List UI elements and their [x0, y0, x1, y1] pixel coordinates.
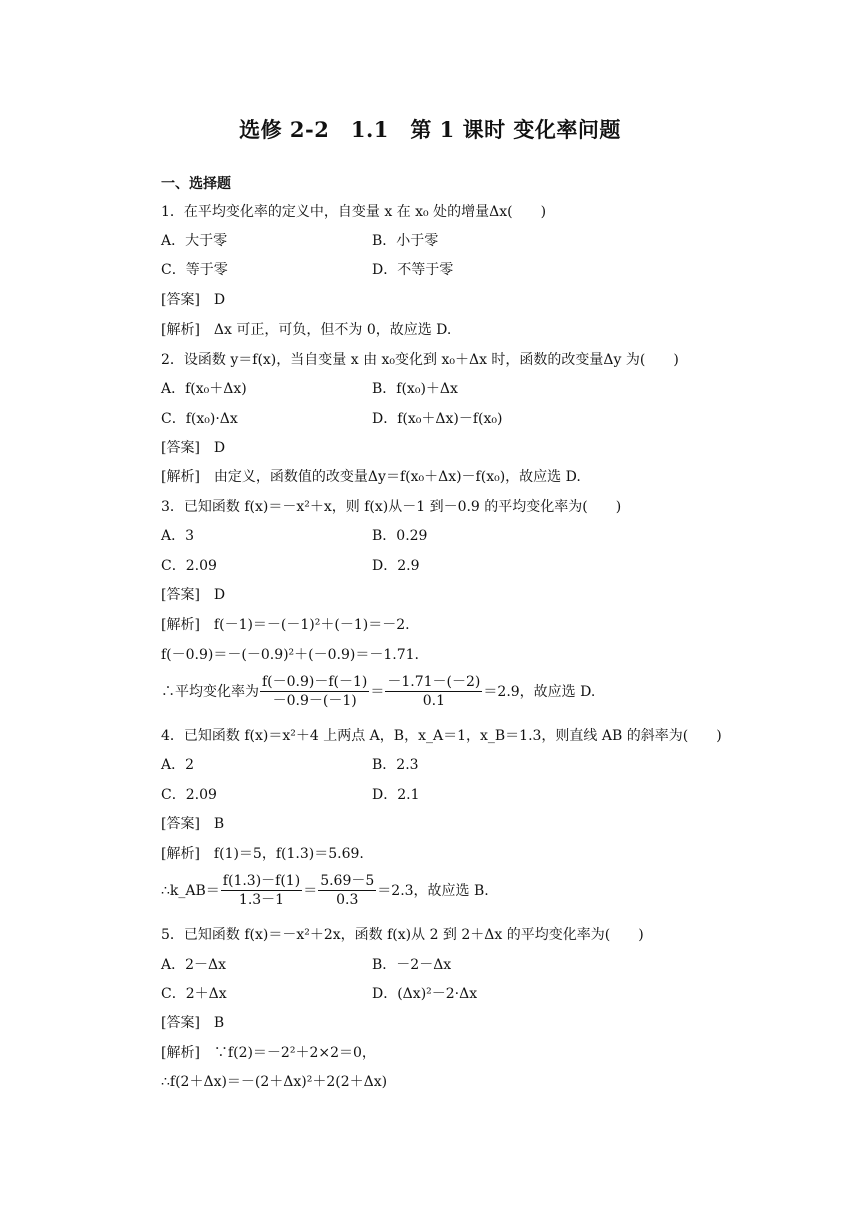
- q3-calc-prefix: ∴平均变化率为: [161, 683, 259, 700]
- q2-option-d: D．f(x₀＋Δx)－f(x₀): [372, 411, 503, 427]
- q3-calc-suffix: ＝2.9，故应选 D.: [483, 683, 596, 700]
- q4-analysis-1: [解析] f(1)＝5，f(1.3)＝5.69.: [161, 846, 364, 862]
- q5-option-d: D．(Δx)²－2·Δx: [372, 986, 478, 1002]
- q3-fraction-2: [385, 673, 482, 710]
- q2-option-a: A．f(x₀＋Δx): [161, 381, 247, 397]
- q3-frac2-num: －1.71－(－2): [387, 674, 481, 690]
- q4-calc-prefix: ∴k_AB＝: [161, 882, 220, 899]
- q3-answer: [答案] D: [161, 587, 226, 603]
- q3-option-a: A．3: [161, 528, 195, 544]
- q5-analysis-2: ∴f(2＋Δx)＝－(2＋Δx)²＋2(2＋Δx): [161, 1074, 388, 1090]
- q3-fraction-1: [260, 673, 369, 710]
- q1-option-a: A．大于零: [161, 233, 228, 249]
- q3-calculation: [161, 673, 595, 710]
- section-heading: 一、选择题: [161, 176, 231, 192]
- q4-calculation: [161, 872, 489, 909]
- q1-option-c: C．等于零: [161, 262, 228, 278]
- q3-analysis-1: [解析] f(－1)＝－(－1)²＋(－1)＝－2.: [161, 617, 410, 633]
- page-title: 选修 2-2 1.1 第 1 课时 变化率问题: [239, 117, 621, 142]
- q1-stem: 1．在平均变化率的定义中，自变量 x 在 x₀ 处的增量Δx( ): [161, 204, 547, 220]
- q5-option-c: C．2＋Δx: [161, 986, 227, 1002]
- q1-answer: [答案] D: [161, 292, 226, 308]
- q2-option-c: C．f(x₀)·Δx: [161, 411, 238, 427]
- q4-stem: 4．已知函数 f(x)＝x²＋4 上两点 A，B，x_A＝1，x_B＝1.3，则直线 AB 的斜率为( ): [161, 728, 722, 744]
- q4-option-d: D．2.1: [372, 787, 420, 803]
- q4-frac1-den: 1.3－1: [238, 892, 285, 908]
- q4-frac2-den: 0.3: [336, 892, 359, 908]
- q4-fraction-1: [221, 872, 302, 909]
- q3-analysis-2: f(－0.9)＝－(－0.9)²＋(－0.9)＝－1.71.: [161, 647, 419, 663]
- q1-option-b: B．小于零: [372, 233, 439, 249]
- q2-answer: [答案] D: [161, 440, 226, 456]
- q5-analysis-1: [解析] ∵f(2)＝－2²＋2×2＝0，: [161, 1045, 376, 1061]
- q4-frac2-num: 5.69－5: [320, 873, 375, 889]
- q2-option-b: B．f(x₀)＋Δx: [372, 381, 458, 397]
- q3-equals: ＝: [370, 683, 385, 700]
- q3-frac2-den: 0.1: [422, 693, 446, 709]
- q4-option-c: C．2.09: [161, 787, 217, 803]
- q5-option-b: B．－2－Δx: [372, 957, 452, 973]
- q4-fraction-2: [318, 872, 376, 909]
- q3-option-c: C．2.09: [161, 558, 217, 574]
- q3-option-b: B．0.29: [372, 528, 428, 544]
- q4-option-b: B．2.3: [372, 757, 419, 773]
- q5-answer: [答案] B: [161, 1015, 225, 1031]
- q3-frac1-num: f(－0.9)－f(－1): [262, 674, 368, 690]
- q3-frac1-den: －0.9－(－1): [272, 693, 357, 709]
- q3-stem: 3．已知函数 f(x)＝－x²＋x，则 f(x)从－1 到－0.9 的平均变化率为( ): [161, 499, 622, 515]
- q1-option-d: D．不等于零: [372, 262, 454, 278]
- q4-frac1-num: f(1.3)－f(1): [222, 873, 301, 889]
- q5-option-a: A．2－Δx: [161, 957, 227, 973]
- q2-analysis: [解析] 由定义，函数值的改变量Δy＝f(x₀＋Δx)－f(x₀)，故应选 D.: [161, 469, 581, 485]
- q3-option-d: D．2.9: [372, 558, 420, 574]
- q4-option-a: A．2: [161, 757, 195, 773]
- q4-calc-suffix: ＝2.3，故应选 B.: [377, 882, 489, 899]
- q4-answer: [答案] B: [161, 816, 225, 832]
- q4-equals: ＝: [303, 882, 318, 899]
- q5-stem: 5．已知函数 f(x)＝－x²＋2x，函数 f(x)从 2 到 2＋Δx 的平均变化率为( ): [161, 927, 644, 943]
- q1-analysis: [解析] Δx 可正，可负，但不为 0，故应选 D.: [161, 322, 452, 338]
- q2-stem: 2．设函数 y＝f(x)，当自变量 x 由 x₀变化到 x₀＋Δx 时，函数的改变量Δy 为( ): [161, 352, 679, 368]
